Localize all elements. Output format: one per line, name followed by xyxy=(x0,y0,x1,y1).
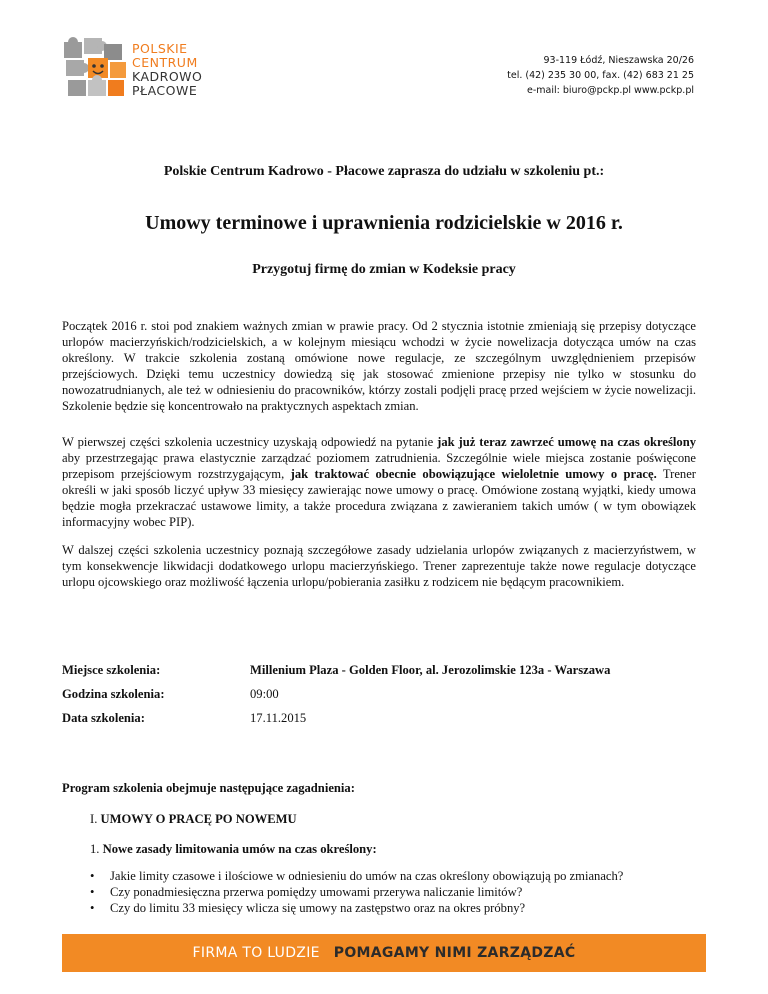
detail-date-label: Data szkolenia: xyxy=(62,711,145,725)
bullet-icon: • xyxy=(90,869,95,883)
detail-place-value: Millenium Plaza - Golden Floor, al. Jerozolimskie 123a - Warszawa xyxy=(250,663,611,677)
detail-time-label: Godzina szkolenia: xyxy=(62,687,165,701)
detail-place-row xyxy=(62,662,702,678)
subsection-number: 1. xyxy=(90,842,100,856)
program-title: Program szkolenia obejmuje następujące zagadnienia: xyxy=(62,781,355,795)
section-title: UMOWY O PRACĘ PO NOWEMU xyxy=(100,812,297,826)
program-section-1 xyxy=(90,812,297,827)
logo-line-4: PŁACOWE xyxy=(132,83,198,98)
logo-line-2: CENTRUM xyxy=(132,55,198,70)
contact-email-web[interactable]: e-mail: biuro@pckp.pl www.pckp.pl xyxy=(527,85,694,96)
paragraph-2-text-1: W pierwszej części szkolenia uczestnicy uzyskają odpowiedź na pytanie xyxy=(62,435,438,449)
paragraph-1: Początek 2016 r. stoi pod znakiem ważnych zmian w prawie pracy. Od 2 stycznia istotnie zmieniają się przepisy dotyczące urlopów macierzyńskich/rodzicielskich, a w kolejnym miesiącu wchodzi w życie nowelizacja dotycząca umów na czas określony. W trakcie szkolenia zostaną omówione nowe regulacje, ze szczególnym uwzględnieniem przepisów przejściowych. Dzięki temu uczestnicy dowiedzą się jak stosować zmienione przepisy nie tylko w stosunku do nowozatrudnianych, ale też w odniesieniu do pracowników, którzy zostali podjęli pracę przed wejściem w życie nowelizacji. Szkolenie będzie się koncentrowało na praktycznych aspektach zmian. xyxy=(62,319,696,413)
training-subtitle: Przygotuj firmę do zmian w Kodeksie pracy xyxy=(252,262,516,277)
paragraph-2 xyxy=(62,434,696,530)
contact-phones: tel. (42) 235 30 00, fax. (42) 683 21 25 xyxy=(507,70,694,81)
intro-heading: Polskie Centrum Kadrowo - Płacowe zaprasza do udziału w szkoleniu pt.: xyxy=(163,164,605,179)
detail-place-label: Miejsce szkolenia: xyxy=(62,663,161,677)
contact-block xyxy=(507,53,694,98)
paragraph-3: W dalszej części szkolenia uczestnicy poznają szczegółowe zasady udzielania urlopów związanych z macierzyństwem, w tym konsekwencje likwidacji dodatkowego urlopu macierzyńskiego. Trener zaprezentuje także nowe regulacje dotyczące urlopu ojcowskiego oraz możliwość łączenia urlopu/pobierania zasiłku z rodzicem nie będącym pracownikiem. xyxy=(62,543,696,589)
bullet-text: Czy ponadmiesięczna przerwa pomiędzy umowami przerywa naliczanie limitów? xyxy=(110,885,523,899)
training-details xyxy=(62,662,702,734)
paragraph-2-text-2: aby przestrzegając prawa elastycznie zarządzać poziomem zatrudnienia. Szczególnie wiele miejsca zostanie poświęcone przepisom przejściowym rozstrzygającym, xyxy=(62,451,696,481)
section-number: I. xyxy=(90,812,98,826)
list-item xyxy=(90,868,623,884)
footer-banner xyxy=(62,934,706,972)
detail-time-value: 09:00 xyxy=(250,687,279,701)
subsection-title: Nowe zasady limitowania umów na czas określony: xyxy=(102,842,377,856)
detail-date-row xyxy=(62,710,702,726)
bullet-icon: • xyxy=(90,885,95,899)
program-bullet-list xyxy=(90,868,623,916)
program-subsection-1 xyxy=(90,842,377,857)
detail-time-row xyxy=(62,686,702,702)
footer-slogan-left: FIRMA TO LUDZIE xyxy=(192,945,320,961)
detail-date-value: 17.11.2015 xyxy=(250,711,307,725)
footer-slogan-right: POMAGAMY NIMI ZARZĄDZAĆ xyxy=(333,945,576,961)
logo-line-1: POLSKIE xyxy=(132,41,188,56)
bullet-text: Czy do limitu 33 miesięcy wlicza się umowy na zastępstwo oraz na okres próbny? xyxy=(110,901,526,915)
logo-line-3: KADROWO xyxy=(132,69,203,84)
paragraph-2-bold-2: jak traktować obecnie obowiązujące wieloletnie umowy o pracę. xyxy=(290,467,657,481)
contact-address: 93-119 Łódź, Nieszawska 20/26 xyxy=(543,55,694,66)
paragraph-2-bold-1: jak już teraz zawrzeć umowę na czas określony xyxy=(437,435,696,449)
training-title: Umowy terminowe i uprawnienia rodzicielskie w 2016 r. xyxy=(145,212,623,234)
puzzle-logo-icon xyxy=(58,34,138,104)
logo-text xyxy=(132,42,202,98)
bullet-text: Jakie limity czasowe i ilościowe w odniesieniu do umów na czas określony obowiązują po zmianach? xyxy=(110,869,624,883)
paragraph-2-text-3: Trener określi w jaki sposób liczyć upływ 33 miesięcy zawierając nowe umowy o pracę. Omówione zostaną wyjątki, kiedy umowa będzie mogła przekraczać ustawowe limity, a także procedura związana z zawieraniem takich umów ( w tym obowiązek informacyjny wobec PIP). xyxy=(62,467,697,529)
list-item xyxy=(90,900,623,916)
bullet-icon: • xyxy=(90,901,95,915)
list-item xyxy=(90,884,623,900)
